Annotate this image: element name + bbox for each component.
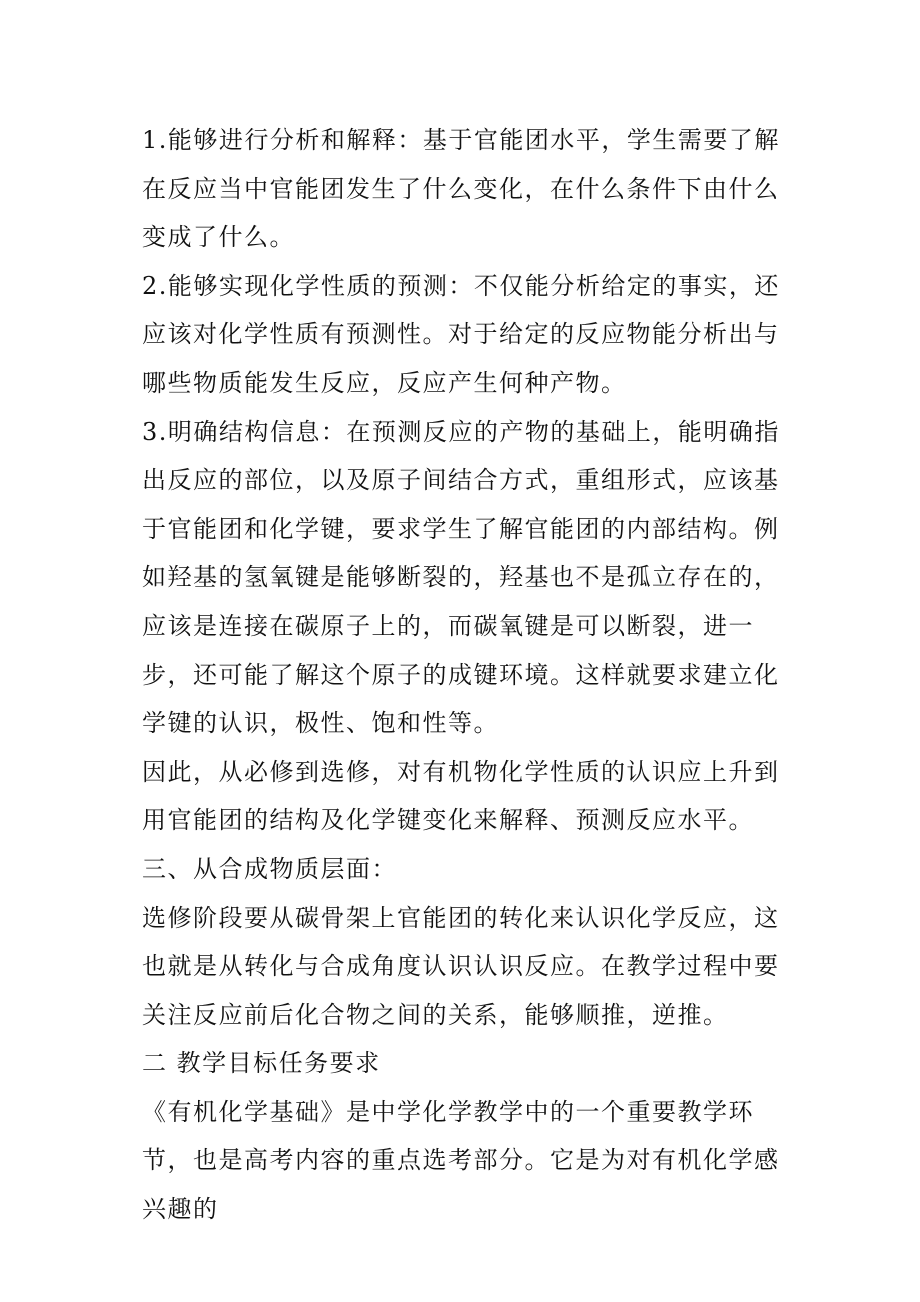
paragraph-synthesis: 选修阶段要从碳骨架上官能团的转化来认识化学反应，这也就是从转化与合成角度认识认识反应。在教学过程中要关注反应前后化合物之间的关系，能够顺推，逆推。 bbox=[142, 903, 780, 1029]
paragraph-course-intro: 《有机化学基础》是中学化学教学中的一个重要教学环节，也是高考内容的重点选考部分。它是为对有机化学感兴趣的 bbox=[142, 1097, 780, 1224]
paragraph-structure-information: 3.明确结构信息：在预测反应的产物的基础上，能明确指出反应的部位，以及原子间结合方式，重组形式，应该基于官能团和化学键，要求学生了解官能团的内部结构。例如羟基的氢氧键是能够断裂的，羟基也不是孤立存在的，应该是连接在碳原子上的，而碳氧键是可以断裂，进一步，还可能了解这个原子的成键环境。这样就要求建立化学键的认识，极性、饱和性等。 bbox=[142, 417, 780, 738]
paragraph-conclusion: 因此，从必修到选修，对有机物化学性质的认识应上升到用官能团的结构及化学键变化来解释、预测反应水平。 bbox=[142, 757, 780, 835]
document-page bbox=[142, 116, 782, 1234]
paragraph-property-prediction: 2.能够实现化学性质的预测：不仅能分析给定的事实，还应该对化学性质有预测性。对于给定的反应物能分析出与哪些物质能发生反应，反应产生何种产物。 bbox=[142, 271, 780, 397]
paragraph-analysis-explanation: 1.能够进行分析和解释：基于官能团水平，学生需要了解在反应当中官能团发生了什么变化，在什么条件下由什么变成了什么。 bbox=[142, 126, 780, 252]
section-heading-synthesis: 三、从合成物质层面： bbox=[142, 854, 397, 883]
section-heading-teaching-goals: 二 教学目标任务要求 bbox=[142, 1049, 381, 1078]
